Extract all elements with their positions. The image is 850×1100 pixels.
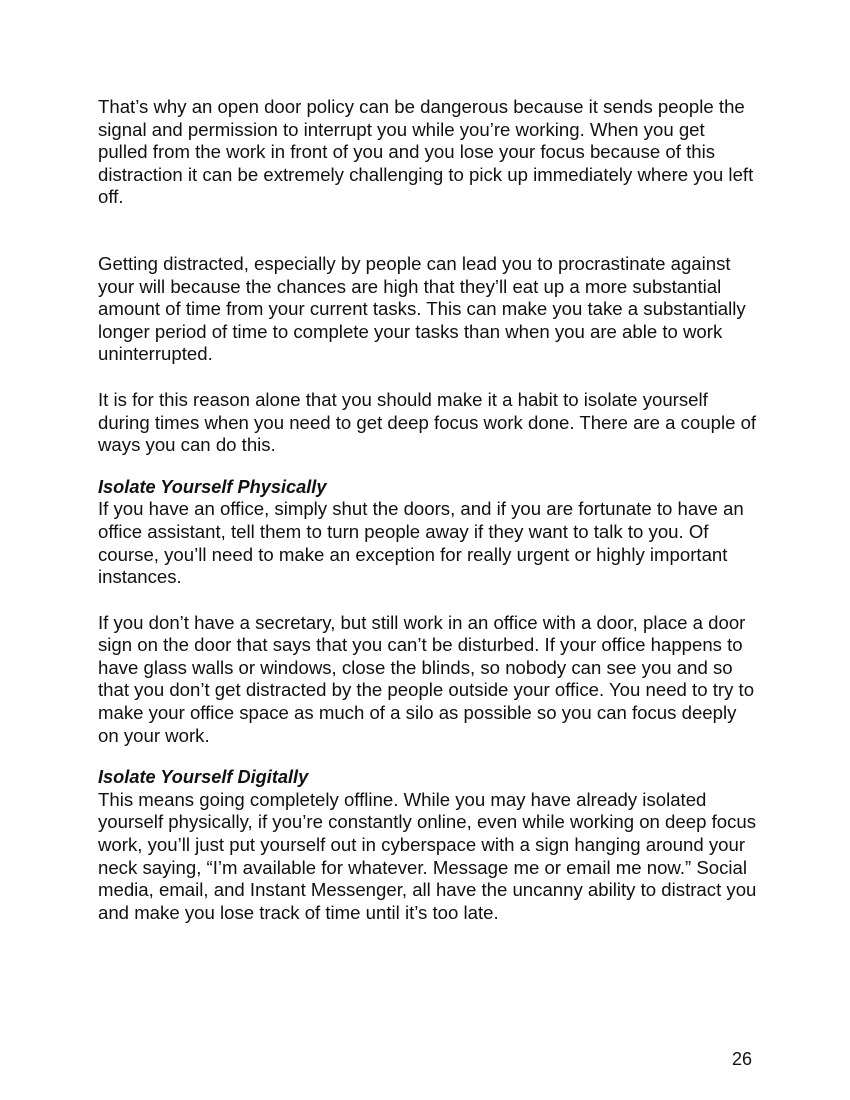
paragraph-no-secretary: If you don’t have a secretary, but still work in an office with a door, place a door sign on the door that says that you can’t be disturbed. If your office happens to have glass walls or windows, close the blinds, so nobody can see you and so that you don’t get distracted by the people outside your office. You need to try to make your office space as much of a silo as possible so you can focus deeply on your work.: [98, 611, 755, 746]
paragraph-isolate-habit: It is for this reason alone that you should make it a habit to isolate yourself during times when you need to get deep focus work done. There are a couple of ways you can do this.: [98, 388, 757, 456]
paragraph-going-offline: This means going completely offline. While you may have already isolated yourself physically, if you’re constantly online, even while working on deep focus work, you’ll just put yourself out in cyberspace with a sign hanging around your neck saying, “I’m available for whatever. Message me or email me now.” Social media, email, and Instant Messenger, all have the uncanny ability to distract you and make you lose track of time until it’s too late.: [98, 788, 757, 923]
paragraph-open-door-policy: That’s why an open door policy can be dangerous because it sends people the signal and permission to interrupt you while you’re working. When you get pulled from the work in front of you and you lose your focus because of this distraction it can be extremely challenging to pick up immediately where you left off.: [98, 96, 754, 208]
paragraph-getting-distracted: Getting distracted, especially by people can lead you to procrastinate against your will because the chances are high that they’ll eat up a more substantial amount of time from your current tasks. This can make you take a substantially longer period of time to complete your tasks than when you are able to work uninterrupted.: [98, 252, 746, 365]
section-heading-physical: Isolate Yourself Physically: [98, 476, 327, 497]
paragraph-office-doors: If you have an office, simply shut the doors, and if you are fortunate to have an office assistant, tell them to turn people away if they want to talk to you. Of course, you’ll need to make an exception for really urgent or highly important instances.: [98, 498, 744, 588]
document-body: [98, 96, 758, 924]
page-number: 26: [731, 1049, 752, 1069]
section-heading-digital: Isolate Yourself Digitally: [98, 767, 309, 788]
